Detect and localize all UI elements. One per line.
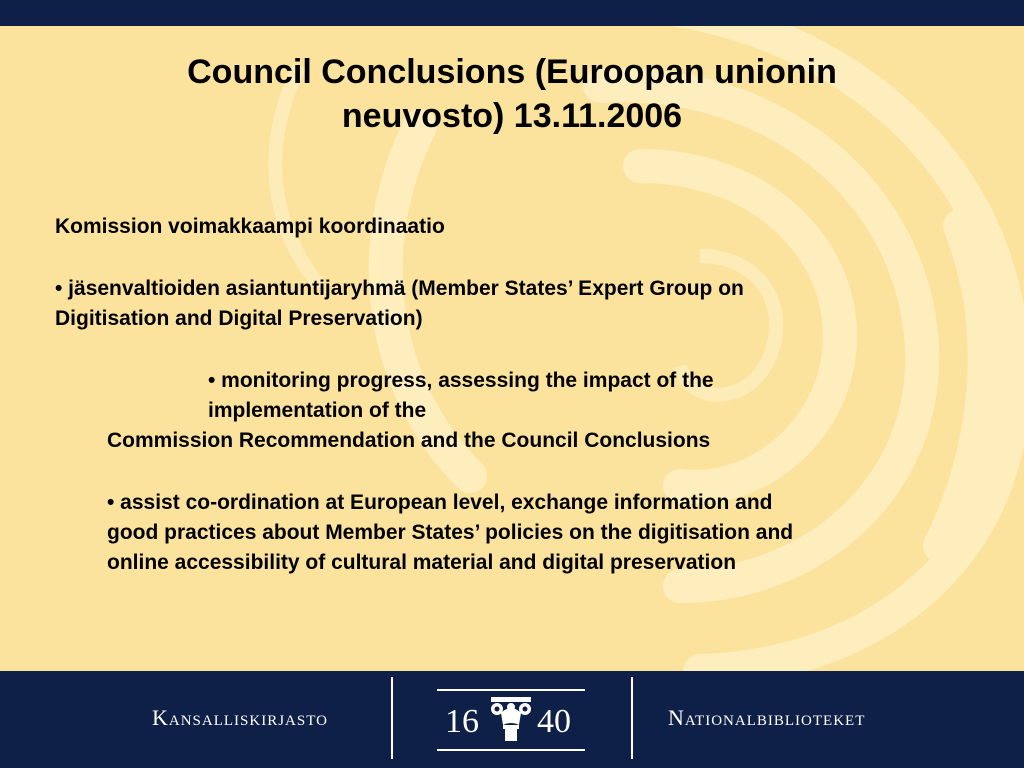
bullet-coordination-line-2: good practices about Member States’ policies on the digitisation and	[107, 521, 794, 544]
footer-divider-left	[391, 677, 393, 759]
logo-bottom-rule	[437, 749, 585, 751]
sub-bullet-line-2: implementation of the	[208, 399, 427, 422]
logo-top-rule	[437, 689, 585, 691]
sub-bullet-monitoring	[208, 366, 714, 426]
logo-year-left: 16	[445, 703, 479, 740]
footer-bar	[0, 671, 1024, 768]
bullet-expert-group-line-1: • jäsenvaltioiden asiantuntijaryhmä (Member States’ Expert Group on	[55, 277, 744, 300]
footer-label-nationalbiblioteket: Nationalbiblioteket	[668, 705, 866, 730]
title-line-2: neuvosto) 13.11.2006	[341, 97, 683, 135]
footer-label-kansalliskirjasto: Kansalliskirjasto	[152, 705, 328, 730]
slide-title	[90, 50, 934, 138]
bullet-expert-group-line-2: Digitisation and Digital Preservation)	[55, 307, 423, 330]
sub-bullet-line-1: • monitoring progress, assessing the impact of the	[208, 369, 714, 392]
library-logo	[437, 685, 585, 755]
bullet-coordination	[107, 488, 793, 578]
title-line-1: Council Conclusions (Euroopan unionin	[187, 53, 837, 91]
section-heading: Komission voimakkaampi koordinaatio	[55, 215, 445, 238]
top-bar	[0, 0, 1024, 26]
bullet-coordination-line-1: • assist co-ordination at European level, exchange information and	[107, 491, 773, 514]
bullet-expert-group	[55, 274, 744, 334]
column-capital-icon	[487, 695, 535, 743]
sub-bullet-line-3: Commission Recommendation and the Council Conclusions	[107, 429, 711, 452]
bullet-coordination-line-3: online accessibility of cultural material and digital preservation	[107, 551, 737, 574]
footer-divider-right	[631, 677, 633, 759]
logo-year-right: 40	[537, 703, 571, 740]
